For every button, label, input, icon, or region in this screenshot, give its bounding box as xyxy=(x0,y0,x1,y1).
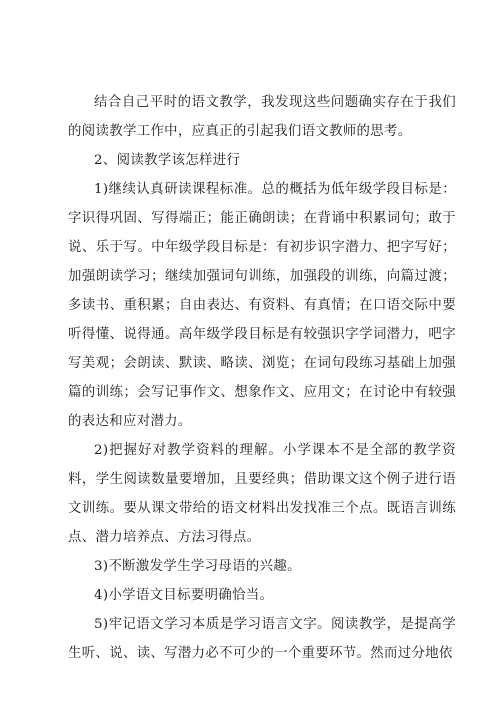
paragraph-language-essence: 5)牢记语文学习本质是学习语言文字。阅读教学，是提高学生听、说、读、写潜力必不可少的一个重要环节。然而过分地依 xyxy=(68,617,456,661)
paragraph-goals: 4)小学语文目标要明确恰当。 xyxy=(94,588,274,603)
section-heading: 2、阅读教学该怎样进行 xyxy=(94,153,241,168)
paragraph-reflection: 结合自己平时的语文教学，我发现这些问题确实存在于我们的阅读教学工作中，应真正的引起我们语文教师的思考。 xyxy=(68,95,456,139)
paragraph-teaching-materials: 2)把握好对教学资料的理解。小学课本不是全部的教学资料，学生阅读数量要增加，且要经典；借助课文这个例子进行语文训练。要从课文带给的语文材料出发找准三个点。既语言训练点、潜力培养点、方法习得点。 xyxy=(68,443,456,545)
paragraph-interest: 3)不断激发学生学习母语的兴趣。 xyxy=(94,559,301,574)
paragraph-curriculum-standard: 1)继续认真研读课程标准。总的概括为低年级学段目标是：字识得巩固、写得端正；能正确朗读；在背诵中积累词句；敢于说、乐于写。中年级学段目标是：有初步识字潜力、把字写好；加强朗读学习；继续加强词句训练，加强段的训练，向篇过渡；多读书、重积累；自由表达、有资料、有真情；在口语交际中要听得懂、说得通。高年级学段目标是有较强识字学词潜力，吧字写美观；会朗读、默读、略读、浏览；在词句段练习基础上加强篇的训练；会写记事作文、想象作文、应用文；在讨论中有较强的表达和应对潜力。 xyxy=(68,182,456,429)
document-body xyxy=(68,88,456,668)
